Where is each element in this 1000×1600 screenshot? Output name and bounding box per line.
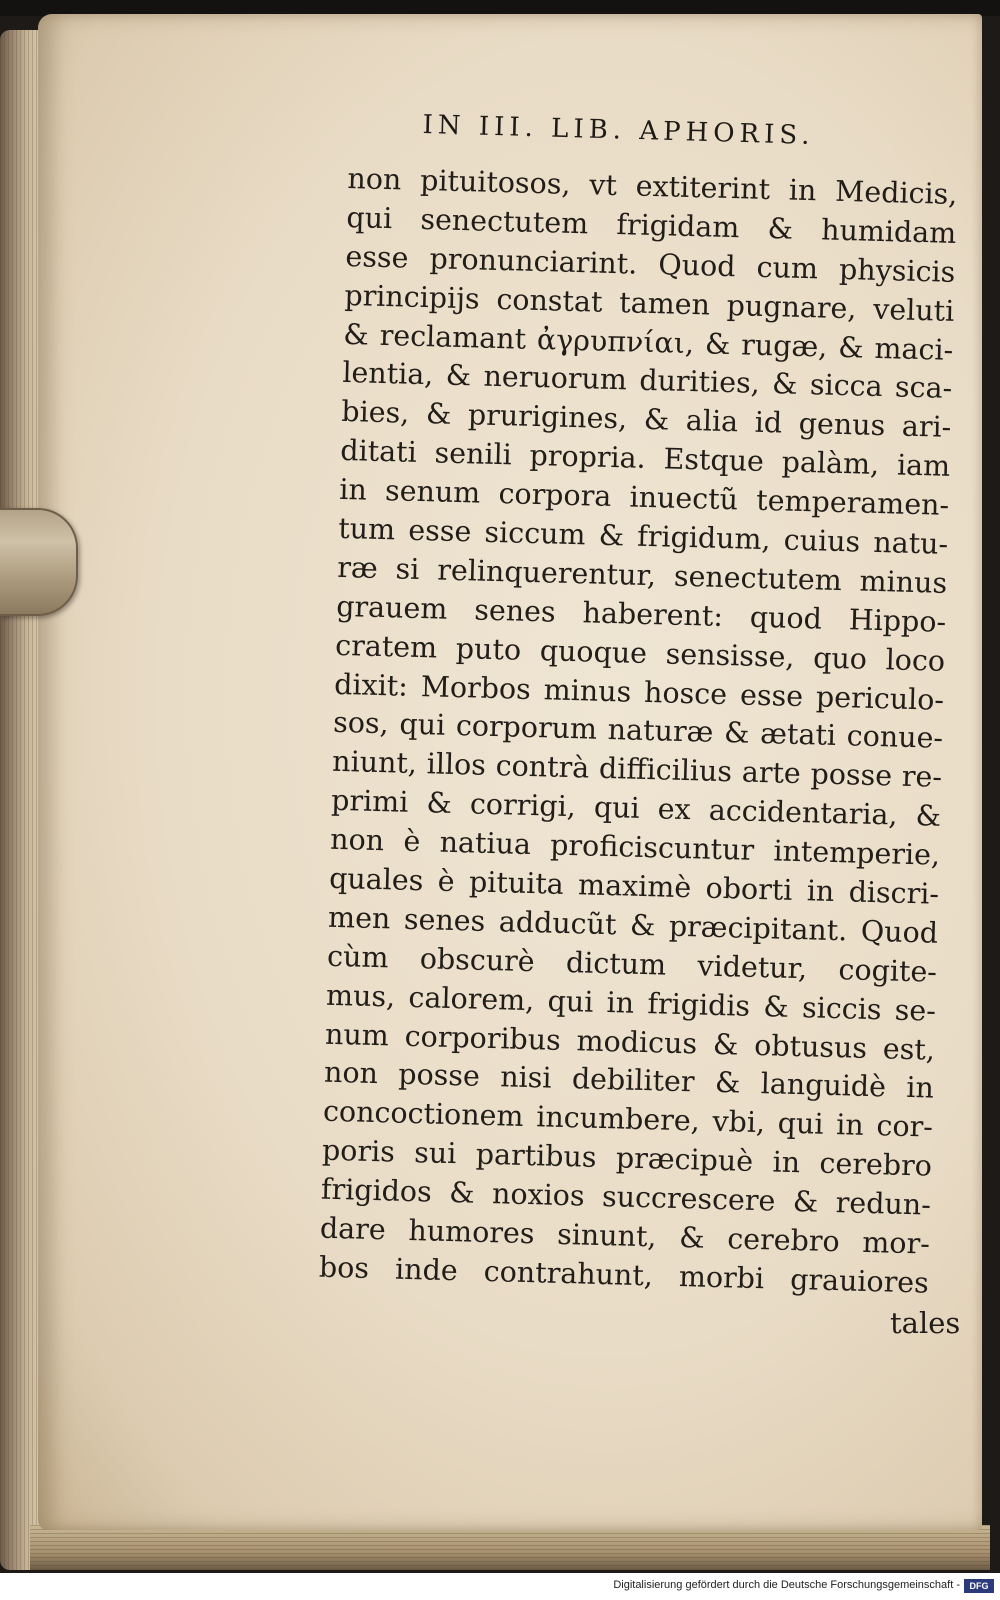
text-line: poris sui partibus præcipuè in cerebro	[321, 1133, 933, 1183]
dfg-logo: DFG	[964, 1579, 994, 1593]
text-line: cratem puto quoque sensisse, quo loco	[334, 628, 946, 678]
book-page-edges-bottom	[30, 1525, 990, 1570]
book-clasp	[0, 508, 78, 616]
text-line: primi & corrigi, qui ex accidentaria, &	[330, 784, 942, 833]
text-line: ræ si relinquerentur, senectutem minus	[336, 550, 948, 600]
text-line: non è natiua proficiscuntur intemperie,	[329, 822, 941, 872]
text-line: niunt, illos contrà difficilius arte posse re-	[331, 745, 943, 795]
text-line: quales è pituita maximè oborti in discri-	[328, 861, 940, 911]
digitization-footer	[0, 1573, 1000, 1600]
text-line: in senum corpora inuectũ temperamen-	[338, 473, 950, 522]
text-line: bies, & prurigines, & alia id genus ari-	[340, 395, 952, 445]
text-line: concoctionem incumbere, vbi, qui in cor-	[322, 1095, 934, 1145]
catchword: tales	[890, 1306, 961, 1340]
text-line: dixit: Morbos minus hosce esse periculo-	[333, 667, 945, 717]
text-line: ditati senili propria. Estque palàm, iam	[339, 434, 951, 484]
text-line: num corporibus modicus & obtusus est,	[324, 1017, 936, 1067]
text-line: sos, qui corporum naturæ & ætati conue-	[332, 706, 944, 756]
text-line: non pituitosos, vt extiterint in Medicis,	[347, 161, 958, 211]
body-text	[318, 160, 957, 1303]
text-line: non posse nisi debiliter & languidè in	[323, 1056, 935, 1106]
text-line: dare humores sinunt, & cerebro mor-	[319, 1211, 931, 1261]
text-line: frigidos & noxios succrescere & redun-	[320, 1172, 932, 1222]
funding-credit: Digitalisierung gefördert durch die Deutsche Forschungsgemeinschaft -	[613, 1579, 960, 1591]
text-line: lentia, & neruorum durities, & sicca sca-	[341, 356, 953, 406]
text-line: men senes adducũt & præcipitant. Quod	[327, 900, 939, 950]
text-line: tum esse siccum & frigidum, cuius natu-	[337, 511, 949, 561]
text-line: grauem senes haberent: quod Hippo-	[335, 589, 947, 639]
text-line: mus, calorem, qui in frigidis & siccis se-	[325, 978, 937, 1028]
text-line: principijs constat tamen pugnare, veluti	[344, 278, 955, 328]
text-line: qui senectutem frigidam & humidam	[346, 200, 957, 250]
text-line: bos inde contrahunt, morbi grauiores	[318, 1250, 930, 1300]
text-line: & reclamant ἀγρυπνίαι, & rugæ, & maci-	[343, 317, 954, 367]
text-line: cùm obscurè dictum videtur, cogite-	[326, 939, 938, 989]
text-line: esse pronunciarint. Quod cum physicis	[345, 239, 956, 289]
running-head: IN III. LIB. APHORIS.	[422, 110, 815, 151]
book-page	[38, 14, 982, 1530]
